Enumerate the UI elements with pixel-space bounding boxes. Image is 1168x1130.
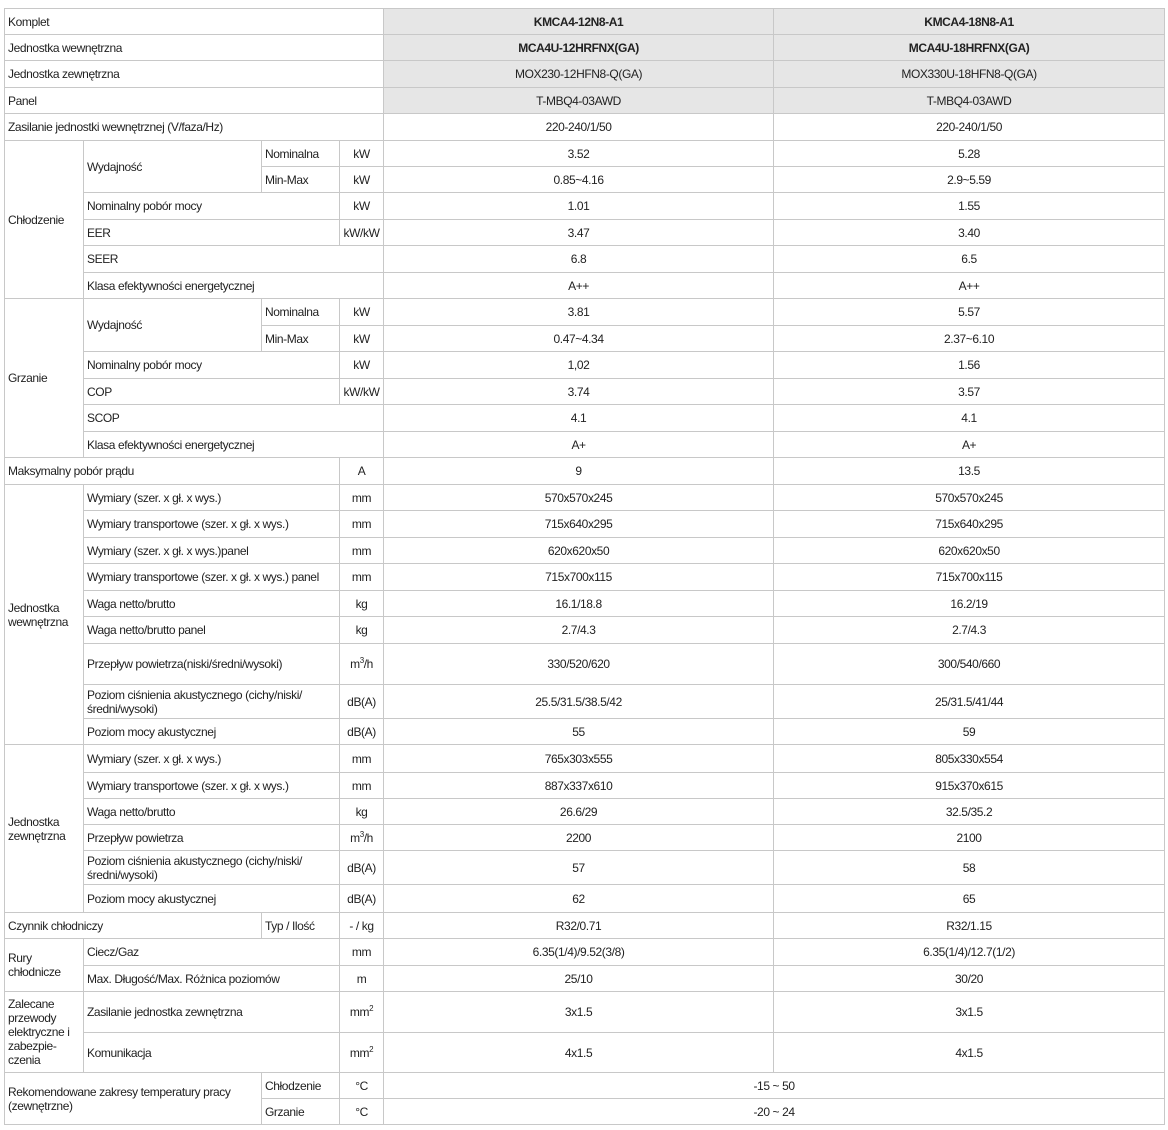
- group-wiring: Zalecane przewody elektryczne i zabezpie-czenia: [5, 992, 84, 1073]
- unit: m: [340, 966, 384, 992]
- value-2: 1.55: [774, 193, 1165, 220]
- unit-sup: 2: [369, 1004, 374, 1013]
- group-indoor-unit: Jednostka wewnętrzna: [5, 485, 84, 745]
- value-2: 30/20: [774, 966, 1165, 992]
- row-indoor-sound-power: [5, 719, 1165, 745]
- unit: °C: [340, 1099, 384, 1125]
- group-heating: Grzanie: [5, 299, 84, 458]
- value-2: 32.5/35.2: [774, 799, 1165, 825]
- row-label: Wymiary transportowe (szer. x gł. x wys.) panel: [84, 564, 340, 591]
- row-wiring-communication: [5, 1033, 1165, 1073]
- value-1: 2200: [384, 825, 774, 851]
- unit: kW: [340, 299, 384, 326]
- unit: kW/kW: [340, 379, 384, 405]
- row-label: Wymiary transportowe (szer. x gł. x wys.): [84, 511, 340, 538]
- row-outdoor-sound-pressure: [5, 851, 1165, 885]
- row-label: Poziom mocy akustycznej: [84, 719, 340, 745]
- sub-label: Grzanie: [262, 1099, 340, 1125]
- value-2: 220-240/1/50: [774, 114, 1165, 141]
- unit: - / kg: [340, 913, 384, 939]
- model-2-indoor: MCA4U-18HRFNX(GA): [774, 35, 1165, 61]
- value-merged: -20 ~ 24: [384, 1099, 1165, 1125]
- row-label: SCOP: [84, 405, 384, 432]
- row-pipes-liquid-gas: [5, 939, 1165, 966]
- unit-suffix: /h: [363, 830, 373, 845]
- model-1-panel: T-MBQ4-03AWD: [384, 88, 774, 114]
- unit: kW: [340, 352, 384, 379]
- row-label: Panel: [5, 88, 384, 114]
- row-range-cooling: [5, 1073, 1165, 1099]
- row-komplet: [5, 9, 1165, 35]
- value-2: 805x330x554: [774, 745, 1165, 773]
- value-2: 570x570x245: [774, 485, 1165, 511]
- value-1: 1.01: [384, 193, 774, 220]
- row-label: Ciecz/Gaz: [84, 939, 340, 966]
- unit: kg: [340, 591, 384, 617]
- row-label: Jednostka wewnętrzna: [5, 35, 384, 61]
- value-1: 26.6/29: [384, 799, 774, 825]
- value-1: 57: [384, 851, 774, 885]
- row-label: Wymiary (szer. x gł. x wys.): [84, 745, 340, 773]
- row-outdoor-dims: [5, 745, 1165, 773]
- row-label: Nominalny pobór mocy: [84, 352, 340, 379]
- row-power-supply: [5, 114, 1165, 141]
- value-2: 3x1.5: [774, 992, 1165, 1033]
- row-label: Waga netto/brutto: [84, 591, 340, 617]
- value-2: A++: [774, 273, 1165, 299]
- unit: °C: [340, 1073, 384, 1099]
- row-label: Jednostka zewnętrzna: [5, 61, 384, 88]
- value-1: 3x1.5: [384, 992, 774, 1033]
- unit: kW: [340, 326, 384, 352]
- row-heating-power: [5, 352, 1165, 379]
- value-2: 3.40: [774, 220, 1165, 246]
- value-2: 2.37~6.10: [774, 326, 1165, 352]
- value-1: 0.85~4.16: [384, 167, 774, 193]
- row-indoor-airflow: [5, 644, 1165, 685]
- row-heating-nominal: [5, 299, 1165, 326]
- unit: [340, 1033, 384, 1073]
- value-2: 2.7/4.3: [774, 617, 1165, 644]
- value-1: 765x303x555: [384, 745, 774, 773]
- value-2: 715x640x295: [774, 511, 1165, 538]
- sub-label: Min-Max: [262, 167, 340, 193]
- value-1: R32/0.71: [384, 913, 774, 939]
- value-1: 3.52: [384, 141, 774, 167]
- value-2: 6.5: [774, 246, 1165, 273]
- model-2-outdoor: MOX330U-18HFN8-Q(GA): [774, 61, 1165, 88]
- value-1: 4.1: [384, 405, 774, 432]
- value-1: 570x570x245: [384, 485, 774, 511]
- value-1: 220-240/1/50: [384, 114, 774, 141]
- row-cooling-nominal: [5, 141, 1165, 167]
- row-wiring-outdoor-power: [5, 992, 1165, 1033]
- row-label: Max. Długość/Max. Różnica poziomów: [84, 966, 340, 992]
- value-1: 620x620x50: [384, 538, 774, 564]
- sub-label: Nominalna: [262, 299, 340, 326]
- group-operating-range: Rekomendowane zakresy temperatury pracy (zewnętrzne): [5, 1073, 262, 1125]
- row-label: Komplet: [5, 9, 384, 35]
- row-heating-scop: [5, 405, 1165, 432]
- value-2: 915x370x615: [774, 773, 1165, 799]
- row-heating-class: [5, 432, 1165, 458]
- row-label: Klasa efektywności energetycznej: [84, 432, 384, 458]
- sub-label: Typ / Ilość: [262, 913, 340, 939]
- model-1-komplet: KMCA4-12N8-A1: [384, 9, 774, 35]
- unit-sup: 3: [359, 656, 364, 665]
- value-2: 6.35(1/4)/12.7(1/2): [774, 939, 1165, 966]
- unit: mm: [340, 511, 384, 538]
- value-2: 13.5: [774, 458, 1165, 485]
- model-2-komplet: KMCA4-18N8-A1: [774, 9, 1165, 35]
- sub-capacity: Wydajność: [84, 299, 262, 352]
- row-label: Poziom ciśnienia akustycznego (cichy/niski/ średni/wysoki): [84, 685, 340, 719]
- row-indoor-dims: [5, 485, 1165, 511]
- value-2: 715x700x115: [774, 564, 1165, 591]
- row-indoor-transport-dims: [5, 511, 1165, 538]
- value-1: 715x640x295: [384, 511, 774, 538]
- value-2: 1.56: [774, 352, 1165, 379]
- row-label: Wymiary transportowe (szer. x gł. x wys.): [84, 773, 340, 799]
- value-1: 3.47: [384, 220, 774, 246]
- unit: kW: [340, 141, 384, 167]
- row-label: COP: [84, 379, 340, 405]
- row-cooling-power: [5, 193, 1165, 220]
- value-1: 715x700x115: [384, 564, 774, 591]
- unit-suffix: /h: [363, 657, 373, 671]
- unit: dB(A): [340, 719, 384, 745]
- row-label: Maksymalny pobór prądu: [5, 458, 340, 485]
- value-2: 620x620x50: [774, 538, 1165, 564]
- unit: A: [340, 458, 384, 485]
- row-label: EER: [84, 220, 340, 246]
- unit: mm: [340, 745, 384, 773]
- unit-base: m: [350, 830, 360, 845]
- row-outdoor-transport-dims: [5, 773, 1165, 799]
- value-2: R32/1.15: [774, 913, 1165, 939]
- sub-label: Nominalna: [262, 141, 340, 167]
- spec-table: [4, 8, 1165, 1125]
- unit: mm: [340, 773, 384, 799]
- unit-base: m: [350, 657, 360, 671]
- value-2: 5.57: [774, 299, 1165, 326]
- row-label: Czynnik chłodniczy: [5, 913, 262, 939]
- model-1-outdoor: MOX230-12HFN8-Q(GA): [384, 61, 774, 88]
- row-label: Waga netto/brutto panel: [84, 617, 340, 644]
- row-indoor-panel-weight: [5, 617, 1165, 644]
- value-1: 1,02: [384, 352, 774, 379]
- unit: [340, 825, 384, 851]
- value-1: 2.7/4.3: [384, 617, 774, 644]
- row-max-current: [5, 458, 1165, 485]
- value-2: 3.57: [774, 379, 1165, 405]
- row-label: Przepływ powietrza(niski/średni/wysoki): [84, 644, 340, 685]
- row-label: Wymiary (szer. x gł. x wys.): [84, 485, 340, 511]
- value-2: 2100: [774, 825, 1165, 851]
- row-indoor-panel-transport: [5, 564, 1165, 591]
- value-2: 4.1: [774, 405, 1165, 432]
- value-2: 25/31.5/41/44: [774, 685, 1165, 719]
- row-outdoor-airflow: [5, 825, 1165, 851]
- unit: dB(A): [340, 685, 384, 719]
- row-outdoor-weight: [5, 799, 1165, 825]
- sub-label: Chłodzenie: [262, 1073, 340, 1099]
- row-label: Waga netto/brutto: [84, 799, 340, 825]
- value-2: A+: [774, 432, 1165, 458]
- value-1: 9: [384, 458, 774, 485]
- value-1: 6.35(1/4)/9.52(3/8): [384, 939, 774, 966]
- value-1: 25.5/31.5/38.5/42: [384, 685, 774, 719]
- value-1: 330/520/620: [384, 644, 774, 685]
- value-1: 6.8: [384, 246, 774, 273]
- unit-base: mm: [349, 1005, 370, 1019]
- row-label: Komunikacja: [84, 1033, 340, 1073]
- unit: mm: [340, 485, 384, 511]
- unit-sup: 3: [359, 829, 364, 839]
- row-label: SEER: [84, 246, 384, 273]
- value-1: 16.1/18.8: [384, 591, 774, 617]
- row-pipes-max-length: [5, 966, 1165, 992]
- row-indoor-weight: [5, 591, 1165, 617]
- unit: kW: [340, 167, 384, 193]
- row-label: Nominalny pobór mocy: [84, 193, 340, 220]
- value-2: 5.28: [774, 141, 1165, 167]
- value-2: 300/540/660: [774, 644, 1165, 685]
- unit: [340, 644, 384, 685]
- row-indoor-panel-dims: [5, 538, 1165, 564]
- value-2: 59: [774, 719, 1165, 745]
- unit: mm: [340, 564, 384, 591]
- value-1: A++: [384, 273, 774, 299]
- value-2: 16.2/19: [774, 591, 1165, 617]
- sub-capacity: Wydajność: [84, 141, 262, 193]
- unit: mm: [340, 538, 384, 564]
- row-outdoor-sound-power: [5, 885, 1165, 913]
- group-pipes: Rury chłodnicze: [5, 939, 84, 992]
- value-1: 3.81: [384, 299, 774, 326]
- unit: dB(A): [340, 851, 384, 885]
- value-1: 3.74: [384, 379, 774, 405]
- row-indoor-sound-pressure: [5, 685, 1165, 719]
- row-panel: [5, 88, 1165, 114]
- row-cooling-seer: [5, 246, 1165, 273]
- row-label: Zasilanie jednostki wewnętrznej (V/faza/Hz): [5, 114, 384, 141]
- row-refrigerant: [5, 913, 1165, 939]
- row-label: Przepływ powietrza: [84, 825, 340, 851]
- value-1: 887x337x610: [384, 773, 774, 799]
- row-label: Poziom mocy akustycznej: [84, 885, 340, 913]
- value-1: 25/10: [384, 966, 774, 992]
- model-1-indoor: MCA4U-12HRFNX(GA): [384, 35, 774, 61]
- unit: kW/kW: [340, 220, 384, 246]
- group-outdoor-unit: Jednostka zewnętrzna: [5, 745, 84, 913]
- row-label: Poziom ciśnienia akustycznego (cichy/niski/ średni/wysoki): [84, 851, 340, 885]
- row-outdoor: [5, 61, 1165, 88]
- value-1: 0.47~4.34: [384, 326, 774, 352]
- sub-label: Min-Max: [262, 326, 340, 352]
- unit-sup: 2: [369, 1044, 374, 1054]
- unit: kg: [340, 799, 384, 825]
- row-cooling-eer: [5, 220, 1165, 246]
- unit: mm: [340, 939, 384, 966]
- row-cooling-class: [5, 273, 1165, 299]
- value-1: 62: [384, 885, 774, 913]
- row-heating-cop: [5, 379, 1165, 405]
- value-2: 2.9~5.59: [774, 167, 1165, 193]
- value-1: 4x1.5: [384, 1033, 774, 1073]
- value-1: A+: [384, 432, 774, 458]
- row-label: Zasilanie jednostka zewnętrzna: [84, 992, 340, 1033]
- unit: [340, 992, 384, 1033]
- row-indoor: [5, 35, 1165, 61]
- value-merged: -15 ~ 50: [384, 1073, 1165, 1099]
- value-2: 58: [774, 851, 1165, 885]
- value-2: 4x1.5: [774, 1033, 1165, 1073]
- row-label: Wymiary (szer. x gł. x wys.)panel: [84, 538, 340, 564]
- unit: kW: [340, 193, 384, 220]
- group-cooling: Chłodzenie: [5, 141, 84, 299]
- model-2-panel: T-MBQ4-03AWD: [774, 88, 1165, 114]
- unit: kg: [340, 617, 384, 644]
- unit: dB(A): [340, 885, 384, 913]
- row-label: Klasa efektywności energetycznej: [84, 273, 384, 299]
- unit-base: mm: [349, 1045, 370, 1060]
- value-1: 55: [384, 719, 774, 745]
- value-2: 65: [774, 885, 1165, 913]
